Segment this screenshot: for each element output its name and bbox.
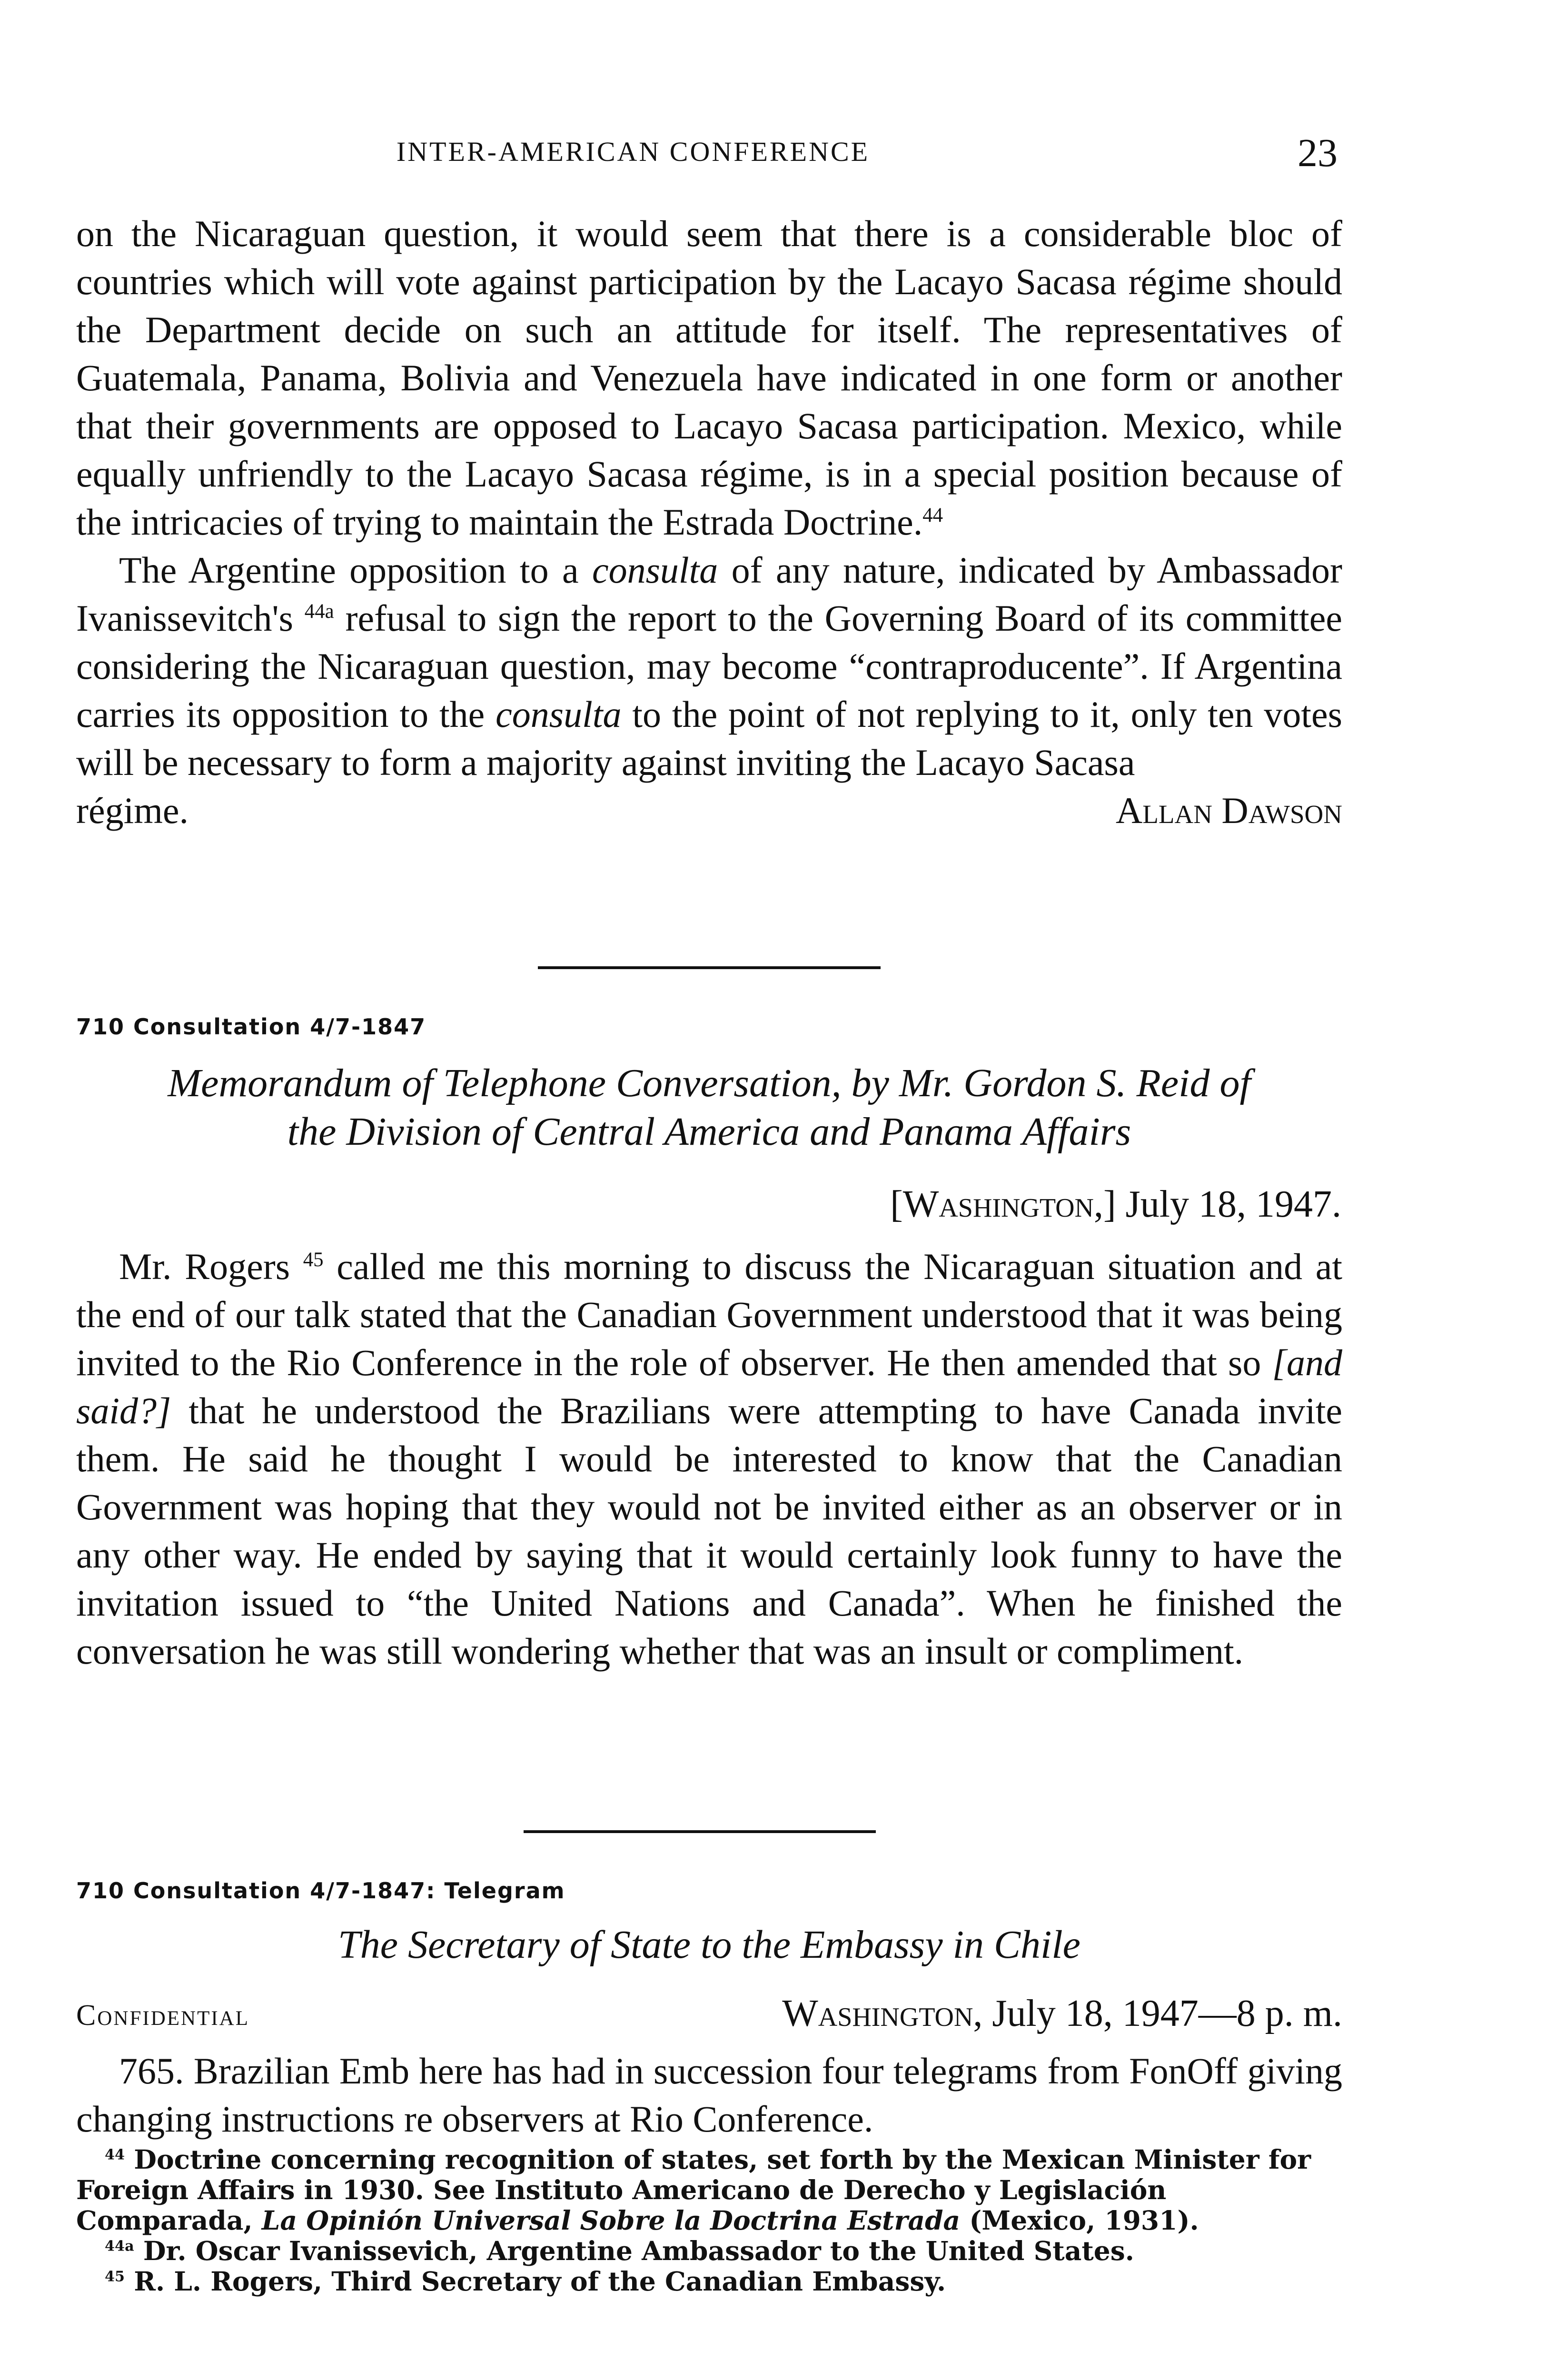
paragraph-text: refusal to sign the report to the Governing Board of its committee considering the Nicaraguan question, may become “contraproducente”. If Argentina carries its opposition to the bbox=[76, 597, 1342, 735]
footnote-ref-44a: 44a bbox=[304, 600, 334, 623]
section-divider bbox=[524, 1830, 876, 1833]
page-number: 23 bbox=[1298, 131, 1338, 175]
section-reid-memo bbox=[76, 1242, 1342, 1675]
dateline-date: July 18, 1947—8 p. m. bbox=[992, 1993, 1342, 2034]
paragraph-text: to the point of not replying to it, only ten votes will be necessary to form a majority against inviting the Lacayo Sacasa bbox=[76, 694, 1342, 783]
footnotes bbox=[76, 2144, 1342, 2297]
section-divider bbox=[538, 966, 881, 969]
dateline bbox=[890, 1183, 1341, 1226]
footnote-ref-45: 45 bbox=[303, 1249, 324, 1271]
section-telegram bbox=[76, 2047, 1342, 2143]
footnote-text: (Mexico, 1931). bbox=[960, 2205, 1199, 2236]
footnote-45 bbox=[76, 2266, 1342, 2297]
dateline-place: [Washington,] bbox=[890, 1183, 1116, 1225]
telegram-text: 765. Brazilian Emb here has had in succession four telegrams from FonOff giving changing instructions re observers at Rio Conference. bbox=[76, 2050, 1342, 2140]
footnote-mark: 45 bbox=[105, 2268, 125, 2285]
dateline-date: July 18, 1947. bbox=[1125, 1183, 1341, 1225]
running-head: INTER-AMERICAN CONFERENCE bbox=[396, 136, 870, 167]
page-header bbox=[71, 131, 1338, 188]
editorial-insertion: [and said?] bbox=[76, 1342, 1342, 1431]
footnote-44 bbox=[76, 2144, 1342, 2236]
paragraph-text: that he understood the Brazilians were attempting to have Canada invite them. He said he thought I would be interested to know that the Canadian Government was hoping that they would not be invited either as an observer or in any other way. He ended by saying that it would certainly look funny to have the invitation issued to “the United Nations and Canada”. When he finished the conversation he was still wondering whether that was an insult or compliment. bbox=[76, 1390, 1342, 1672]
dateline-place: Washington, bbox=[782, 1993, 983, 2034]
paragraph-text: called me this morning to discuss the Nicaraguan situation and at the end of our talk stated that the Canadian Government understood that it was being invited to the Rio Conference in the role of observer. He then amended that so bbox=[76, 1246, 1342, 1383]
paragraph-nicaraguan-question bbox=[76, 209, 1342, 546]
footnote-text: Dr. Oscar Ivanissevich, Argentine Ambassador to the United States. bbox=[134, 2235, 1134, 2266]
footnote-mark: 44a bbox=[105, 2238, 134, 2255]
footnote-ref-44: 44 bbox=[922, 504, 943, 526]
closing-line bbox=[76, 786, 1342, 834]
footnote-mark: 44 bbox=[105, 2146, 125, 2163]
paragraph-text: The Argentine opposition to a bbox=[119, 549, 592, 591]
signature: Allan Dawson bbox=[1115, 790, 1342, 831]
footnote-text: Doctrine concerning recognition of states, set forth by the Mexican Minister for Foreign Affairs in 1930. See Instituto Americano de Derecho y Legislación Comparada, bbox=[76, 2144, 1311, 2236]
classification-label: Confidential bbox=[76, 1999, 249, 2032]
title-line: Memorandum of Telephone Conversation, by Mr. Gordon S. Reid of bbox=[168, 1061, 1251, 1105]
italic-term: consulta bbox=[496, 694, 622, 735]
telegram-header bbox=[76, 1992, 1342, 2035]
paragraph-text: on the Nicaraguan question, it would seem that there is a considerable bloc of countries which will vote against participation by the Lacayo Sacasa régime should the Department decide on such an attitude for itself. The representatives of Guatemala, Panama, Bolivia and Venezuela have indicated in one form or another that their governments are opposed to Lacayo Sacasa participation. Mexico, while equally unfriendly to the Lacayo Sacasa régime, is in a special position because of the intricacies of trying to maintain the Estrada Doctrine. bbox=[76, 213, 1342, 543]
file-number: 710 Consultation 4/7-1847 bbox=[76, 1014, 426, 1040]
footnote-44a bbox=[76, 2236, 1342, 2266]
document-title bbox=[76, 1059, 1342, 1156]
paragraph-argentine-opposition bbox=[76, 546, 1342, 786]
paragraph-text: Mr. Rogers bbox=[119, 1246, 303, 1287]
document-title: The Secretary of State to the Embassy in Chile bbox=[338, 1923, 1080, 1967]
telegram-dateline bbox=[782, 1992, 1342, 2035]
footnote-text: R. L. Rogers, Third Secretary of the Canadian Embassy. bbox=[125, 2266, 946, 2297]
italic-term: consulta bbox=[592, 549, 718, 591]
file-number: 710 Consultation 4/7-1847: Telegram bbox=[76, 1878, 565, 1904]
title-line: the Division of Central America and Panama Affairs bbox=[287, 1110, 1131, 1154]
paragraph-text: of any nature, indicated by Ambassador Ivanissevitch's bbox=[76, 549, 1342, 639]
paragraph-rogers-call bbox=[76, 1242, 1342, 1675]
footnote-italic: La Opinión Universal Sobre la Doctrina Estrada bbox=[261, 2205, 961, 2236]
section-dawson-report bbox=[76, 209, 1342, 834]
last-word: régime. bbox=[76, 790, 189, 831]
